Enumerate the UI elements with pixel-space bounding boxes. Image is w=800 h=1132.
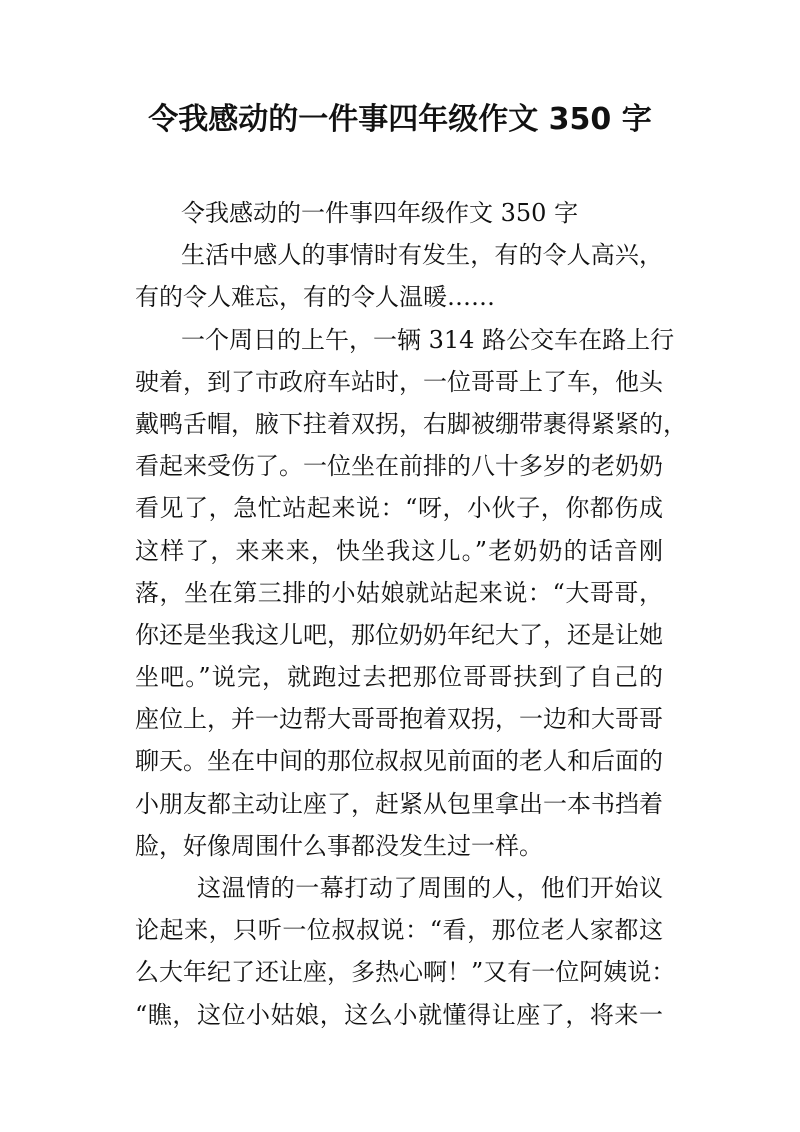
text-line: 戴鸭舌帽，腋下拄着双拐，右脚被绷带裹得紧紧的， bbox=[135, 409, 687, 438]
document-body bbox=[135, 192, 687, 1036]
text-line: 么大年纪了还让座，多热心啊！”又有一位阿姨说： bbox=[135, 958, 676, 987]
text-line: 生活中感人的事情时有发生，有的令人高兴， bbox=[181, 241, 663, 270]
text-line: 座位上，并一边帮大哥哥抱着双拐，一边和大哥哥 bbox=[135, 705, 663, 734]
text-line: 脸，好像周围什么事都没发生过一样。 bbox=[135, 831, 543, 860]
text-line: 坐吧。”说完，就跑过去把那位哥哥扶到了自己的 bbox=[135, 663, 663, 692]
text-line: 聊天。坐在中间的那位叔叔见前面的老人和后面的 bbox=[135, 747, 663, 776]
text-line: 一个周日的上午，一辆 314 路公交车在路上行 bbox=[181, 325, 675, 354]
text-line: 落，坐在第三排的小姑娘就站起来说：“大哥哥， bbox=[135, 578, 663, 607]
text-line: 论起来，只听一位叔叔说：“看，那位老人家都这 bbox=[135, 916, 663, 945]
text-line: 令我感动的一件事四年级作文 350 字 bbox=[181, 199, 579, 227]
document-title: 令我感动的一件事四年级作文 350 字 bbox=[148, 102, 652, 137]
text-line: “瞧，这位小姑娘，这么小就懂得让座了，将来一 bbox=[135, 1000, 663, 1029]
text-line: 看见了，急忙站起来说：“呀，小伙子，你都伤成 bbox=[135, 494, 663, 523]
text-line: 这温情的一幕打动了周围的人，他们开始议 bbox=[197, 874, 663, 902]
text-line: 驶着，到了市政府车站时，一位哥哥上了车，他头 bbox=[135, 367, 663, 396]
text-line: 看起来受伤了。一位坐在前排的八十多岁的老奶奶 bbox=[135, 452, 663, 481]
text-line: 小朋友都主动让座了，赶紧从包里拿出一本书挡着 bbox=[135, 789, 663, 818]
text-line: 你还是坐我这儿吧，那位奶奶年纪大了，还是让她 bbox=[135, 620, 663, 649]
text-line: 有的令人难忘，有的令人温暖…… bbox=[135, 283, 495, 312]
text-line: 这样了，来来来，快坐我这儿。”老奶奶的话音刚 bbox=[135, 536, 663, 565]
